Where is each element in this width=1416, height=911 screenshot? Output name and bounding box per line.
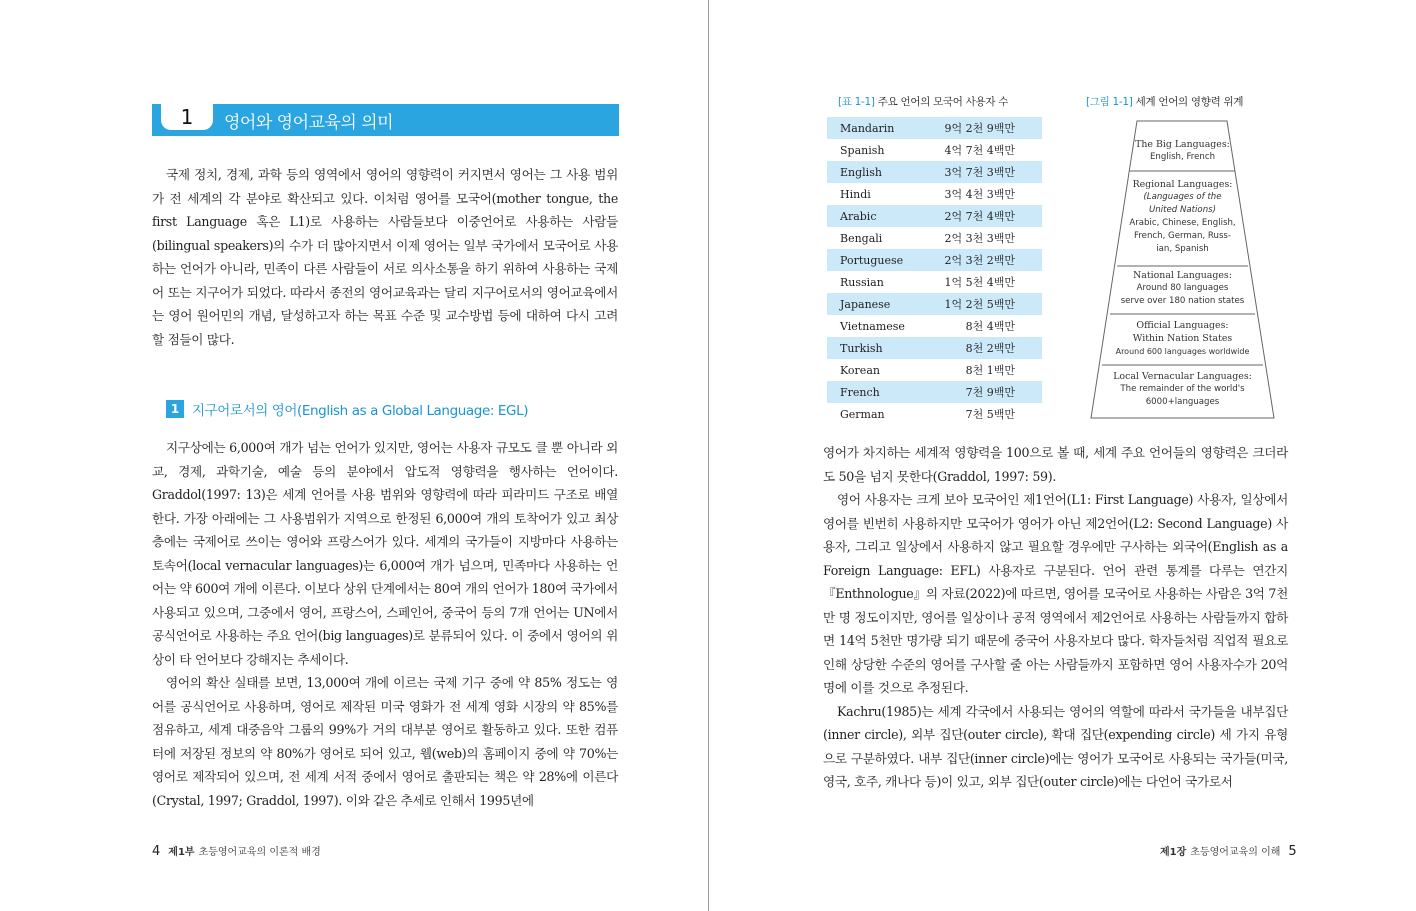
page-number-right: 5 [1288,844,1297,859]
speaker-count: 8천 2백만 [937,337,1042,359]
chapter-title: 영어와 영어교육의 의미 [224,113,394,133]
table-caption-text: 주요 언어의 모국어 사용자 수 [877,96,1009,108]
table-row [827,271,1042,293]
table-row [827,227,1042,249]
language-pyramid [1090,120,1275,420]
right-footer [1160,843,1297,859]
footer-part-title: 초등영어교육의 이론적 배경 [198,847,321,858]
table-row [827,117,1042,139]
section-text [152,436,618,812]
language-name: Turkish [827,337,937,359]
speaker-count: 2억 3천 3백만 [944,232,1015,245]
language-name: Vietnamese [840,319,905,333]
language-name: Mandarin [827,117,937,139]
speaker-count: 8천 1백만 [965,364,1015,377]
language-name: Portuguese [827,249,937,271]
right-paragraph-1: 영어가 차지하는 세계적 영향력을 100으로 볼 때, 세계 주요 언어들의 영향력은 크더라도 50을 넘지 못한다(Graddol, 1997: 59). [823,445,1288,484]
table-row [827,161,1042,183]
language-name: Bengali [840,231,883,245]
table-caption-tag: [표 1-1] [838,96,875,108]
table-row [827,205,1042,227]
speaker-count: 9억 2천 9백만 [937,117,1042,139]
table-row [827,249,1042,271]
speaker-count: 3억 4천 3백만 [944,188,1015,201]
footer-chapter: 제1장 [1160,847,1187,858]
speaker-count: 3억 7천 3백만 [937,161,1042,183]
speaker-count: 7천 5백만 [965,408,1015,421]
language-name: Hindi [840,187,871,201]
table-row [827,293,1042,315]
speaker-count: 2억 7천 4백만 [937,205,1042,227]
right-text [823,441,1288,794]
pyramid-tier-official: Official Languages: Within Nation States Around 600 languages worldwide [1115,320,1250,356]
section-heading [166,399,528,419]
figure-caption-tag: [그림 1-1] [1086,96,1133,108]
speaker-count: 1억 5천 4백만 [944,276,1015,289]
page-gutter [708,0,709,911]
figure-caption-text: 세계 언어의 영향력 위계 [1135,96,1244,108]
table-row [827,381,1042,403]
table-row [827,183,1042,205]
table-row [827,337,1042,359]
language-name: English [827,161,937,183]
intro-paragraph: 국제 정치, 경제, 과학 등의 영역에서 영어의 영향력이 커지면서 영어는 그 사용 범위가 전 세계의 각 분야로 확산되고 있다. 이처럼 영어를 모국어(mother tongue, the first Language 혹은 L1)로 사용하는 사람들보다 이중언어로 사용하는 사람들(bilingual speakers)의 수가 더 많아지면서 이제 영어는 일부 국가에서 모국어로 사용하는 언어가 아니라, 민족이 다른 사람들이 서로 의사소통을 하기 위하여 사용하는 국제어 또는 지구어가 되었다. 따라서 종전의 영어교육과는 달리 지구어로서의 영어교육에서는 영어 원어민의 개념, 달성하고자 하는 목표 수준 및 교수방법 등에 대하여 다시 고려할 점들이 많다. [152,167,618,347]
pyramid-tier-regional: Regional Languages: (Languages of the United Nations) Arabic, Chinese, English, French, German, Russ- ian, Spanish [1129,179,1236,254]
section-paragraph-2: 영어의 확산 실태를 보면, 13,000여 개에 이르는 국제 기구 중에 약 85% 정도는 영어를 공식언어로 사용하며, 영어로 제작된 미국 영화가 전 세계 영화 시장의 약 85%를 점유하고, 세계 대중음악 그룹의 99%가 거의 대부분 영어로 활동하고 있다. 또한 컴퓨터에 저장된 정보의 약 80%가 영어로 되어 있고, 웹(web)의 홈페이지 중에 약 70%는 영어로 제작되어 있으며, 전 세계 서적 중에서 영어로 출판되는 책은 약 28%에 이른다(Crystal, 1997; Graddol, 1997). 이와 같은 추세로 인해서 1995년에 [152,675,618,808]
right-paragraph-2: 영어 사용자는 크게 보아 모국어인 제1언어(L1: First Language) 사용자, 일상에서 영어를 빈번히 사용하지만 모국어가 영어가 아닌 제2언어(L2: Second Language) 사용자, 그리고 일상에서 사용하지 않고 필요할 경우에만 구사하는 외국어(English as a Foreign Language: EFL) 사용자로 구분된다. 언어 관련 통계를 다루는 연간지 『Enthnologue』의 자료(2022)에 따르면, 영어를 모국어로 사용하는 사람은 3억 7천만 명 정도이지만, 영어를 일상이나 공적 영역에서 제2언어로 사용하는 사람들까지 합하면 14억 5천만 명가량 되기 때문에 중국어 사용자보다 많다. 학자들처럼 직업적 필요로 인해 상당한 수준의 영어를 구사할 줄 아는 사람들까지 포함하면 영어 사용자수가 20억 명에 이를 것으로 추정된다. [823,492,1288,695]
pyramid-tier-local: Local Vernacular Languages: The remainder of the world's 6000+languages [1113,371,1252,407]
language-name: Spanish [840,143,885,157]
left-footer [152,843,321,859]
chapter-heading [152,104,619,136]
section-title: 지구어로서의 영어(English as a Global Language: EGL) [192,403,529,419]
page-number-left: 4 [152,844,161,859]
table-caption [838,94,1008,109]
speaker-count: 1억 2천 5백만 [937,293,1042,315]
right-paragraph-3: Kachru(1985)는 세계 각국에서 사용되는 영어의 역할에 따라서 국가들을 내부집단(inner circle), 외부 집단(outer circle), 확대 집단(expending circle) 세 가지 유형으로 구분하였다. 내부 집단(inner circle)에는 영어가 모국어로 사용되는 국가들(미국, 영국, 호주, 캐나다 등)이 있고, 외부 집단(outer circle)에는 다언어 국가로서 [823,703,1288,789]
pyramid-tier-big: The Big Languages: English, French [1135,139,1230,162]
intro-text [152,163,618,351]
table-row [827,403,1042,425]
speaker-count: 8천 4백만 [965,320,1015,333]
figure-caption [1086,94,1243,109]
language-speakers-table [827,117,1042,425]
table-row [827,359,1042,381]
language-name: Arabic [827,205,937,227]
speaker-count: 4억 7천 4백만 [944,144,1015,157]
chapter-number: 1 [161,104,213,130]
speaker-count: 2억 3천 2백만 [937,249,1042,271]
language-name: German [840,407,885,421]
speaker-count: 7천 9백만 [937,381,1042,403]
table-row [827,315,1042,337]
table-row [827,139,1042,161]
language-name: French [827,381,937,403]
pyramid-tier-national: National Languages: Around 80 languages serve over 180 nation states [1120,270,1245,306]
section-paragraph-1: 지구상에는 6,000여 개가 넘는 언어가 있지만, 영어는 사용자 규모도 클 뿐 아니라 외교, 경제, 과학기술, 예술 등의 분야에서 압도적 영향력을 행사하는 언어이다. Graddol(1997: 13)은 세계 언어를 사용 범위와 영향력에 따라 피라미드 구조로 배열한다. 가장 아래에는 그 사용범위가 지역으로 한정된 6,000여 개의 토착어가 있고 최상층에는 국제어로 쓰이는 영어와 프랑스어가 있다. 세계의 국가들이 지방마다 사용하는 토속어(local vernacular languages)는 6,000여 개가 넘으며, 민족마다 사용하는 언어는 약 600여 개에 이른다. 이보다 상위 단계에서는 80여 개의 언어가 180여 국가에서 사용되고 있으며, 그중에서 영어, 프랑스어, 스페인어, 중국어 등의 7개 언어는 UN에서 공식언어로 사용하는 주요 언어(big languages)로 분류되어 있다. 이 중에서 영어의 위상이 타 언어보다 강해지는 추세이다. [152,440,618,667]
language-name: Japanese [827,293,937,315]
language-name: Korean [840,363,880,377]
footer-chapter-title: 초등영어교육의 이해 [1190,847,1281,858]
section-number: 1 [166,400,184,418]
footer-part: 제1부 [168,847,195,858]
language-name: Russian [840,275,884,289]
